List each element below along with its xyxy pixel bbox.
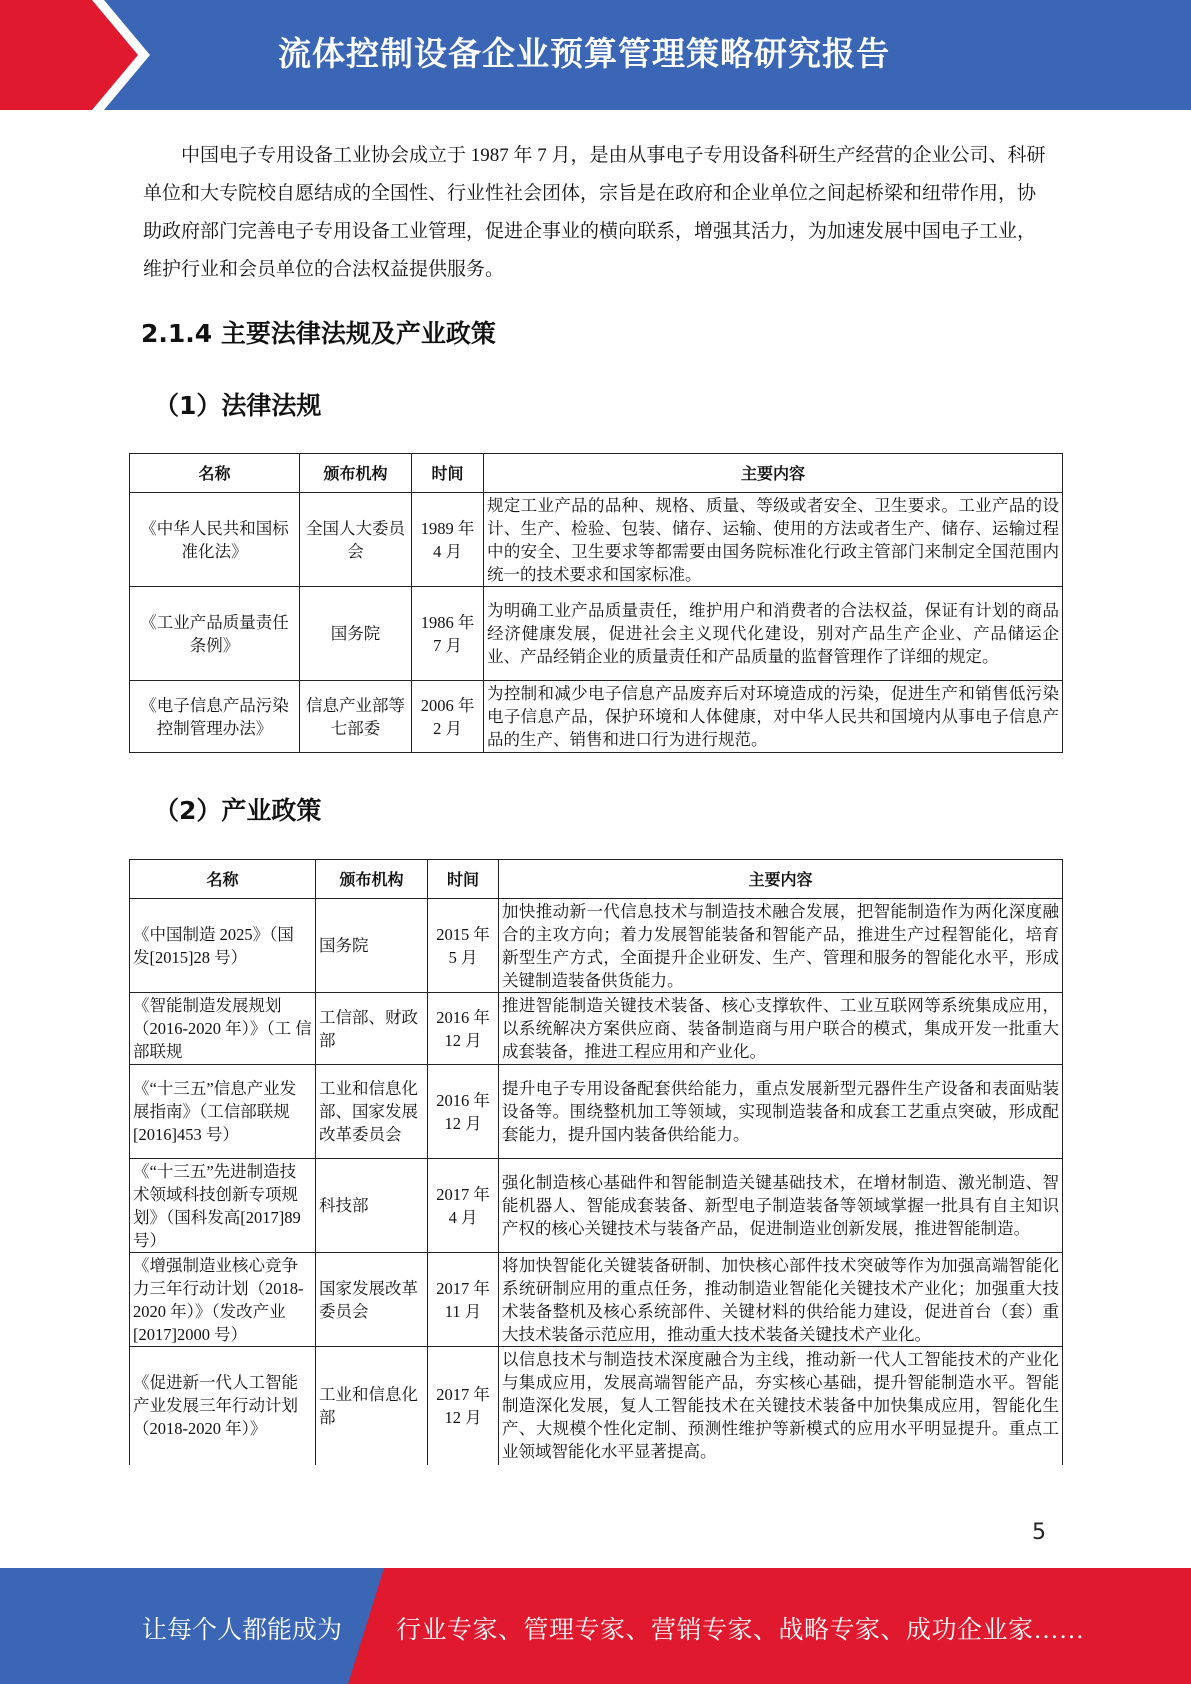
policy-date: 2016 年 12 月 — [428, 1065, 499, 1159]
policy-name: 《智能制造发展规划（2016-2020 年）》（工 信部联规 — [130, 993, 316, 1065]
policy-content: 以信息技术与制造技术深度融合为主线，推动新一代人工智能技术的产业化与集成应用，发展高端智能产品，夯实核心基础，提升智能制造水平。智能制造深化发展，复人工智能技术在关键技术装备中加快集成应用，智能化生产、大规模个性化定制、预测性维护等新模式的应用水平明显提升。重点工业领域智能化水平显著提高。 — [499, 1347, 1063, 1465]
column-header-name: 名称 — [130, 860, 316, 899]
laws-heading: （1）法律法规 — [154, 391, 322, 420]
policy-date: 2017 年 11 月 — [428, 1253, 499, 1347]
page-footer — [0, 1568, 1191, 1684]
column-header-org: 颁布机构 — [316, 860, 428, 899]
table-row — [130, 1159, 1063, 1253]
policy-org: 科技部 — [316, 1159, 428, 1253]
policy-name: 《“十三五”信息产业发展指南》（工信部联规[2016]453 号） — [130, 1065, 316, 1159]
policy-name: 《促进新一代人工智能产业发展三年行动计划（2018-2020 年）》 — [130, 1347, 316, 1465]
column-header-content: 主要内容 — [499, 860, 1063, 899]
law-date: 2006 年 2 月 — [412, 681, 484, 753]
policy-content: 将加快智能化关键装备研制、加快核心部件技术突破等作为加强高端智能化系统研制应用的重点任务，推动制造业智能化关键技术产业化；加强重大技术装备整机及核心系统部件、关键材料的供给能力建设，促进首台（套）重大技术装备示范应用，推动重大技术装备关键技术产业化。 — [499, 1253, 1063, 1347]
policy-content: 强化制造核心基础件和智能制造关键基础技术，在增材制造、激光制造、智能机器人、智能成套装备、新型电子制造装备等领域掌握一批具有自主知识产权的核心关键技术与装备产品，促进制造业创新发展，推进智能制造。 — [499, 1159, 1063, 1253]
law-content: 规定工业产品的品种、规格、质量、等级或者安全、卫生要求。工业产品的设计、生产、检验、包装、储存、运输、使用的方法或者生产、储存、运输过程中的安全、卫生要求等都需要由国务院标准化行政主管部门来制定全国范围内统一的技术要求和国家标准。 — [484, 493, 1063, 587]
table-row — [130, 993, 1063, 1065]
laws-table — [129, 453, 1063, 753]
section-heading: 2.1.4 主要法律法规及产业政策 — [141, 319, 496, 348]
policy-content: 提升电子专用设备配套供给能力，重点发展新型元器件生产设备和表面贴装设备等。围绕整机加工等领域，实现制造装备和成套工艺重点突破，形成配套能力，提升国内装备供给能力。 — [499, 1065, 1063, 1159]
footer-slogan-left: 让每个人都能成为 — [142, 1617, 343, 1644]
table-row — [130, 1253, 1063, 1347]
page-header — [0, 0, 1191, 110]
policy-org: 工业和信息化部、国家发展改革委员会 — [316, 1065, 428, 1159]
table-row — [130, 681, 1063, 753]
table-row — [130, 899, 1063, 993]
policy-name: 《“十三五”先进制造技术领域科技创新专项规划》（国科发高[2017]89 号） — [130, 1159, 316, 1253]
intro-paragraph: 中国电子专用设备工业协会成立于 1987 年 7 月，是由从事电子专用设备科研生产经营的企业公司、科研单位和大专院校自愿结成的全国性、行业性社会团体，宗旨是在政府和企业单位之间起桥梁和纽带作用，协助政府部门完善电子专用设备工业管理，促进企事业的横向联系，增强其活力，为加速发展中国电子工业，维护行业和会员单位的合法权益提供服务。 — [143, 145, 1046, 280]
column-header-content: 主要内容 — [484, 454, 1063, 493]
law-name: 《电子信息产品污染控制管理办法》 — [130, 681, 300, 753]
law-date: 1989 年 4 月 — [412, 493, 484, 587]
column-header-date: 时间 — [428, 860, 499, 899]
law-org: 信息产业部等七部委 — [300, 681, 412, 753]
report-title: 流体控制设备企业预算管理策略研究报告 — [278, 34, 890, 73]
policy-content: 加快推动新一代信息技术与制造技术融合发展，把智能制造作为两化深度融合的主攻方向；着力发展智能装备和智能产品，推进生产过程智能化，培育新型生产方式，全面提升企业研发、生产、管理和服务的智能化水平，形成关键制造装备供货能力。 — [499, 899, 1063, 993]
column-header-name: 名称 — [130, 454, 300, 493]
policy-date: 2015 年 5 月 — [428, 899, 499, 993]
column-header-org: 颁布机构 — [300, 454, 412, 493]
policy-content: 推进智能制造关键技术装备、核心支撑软件、工业互联网等系统集成应用，以系统解决方案供应商、装备制造商与用户联合的模式，集成开发一批重大成套装备，推进工程应用和产业化。 — [499, 993, 1063, 1065]
law-org: 全国人大委员会 — [300, 493, 412, 587]
table-row — [130, 1065, 1063, 1159]
law-name: 《中华人民共和国标准化法》 — [130, 493, 300, 587]
policy-date: 2017 年 4 月 — [428, 1159, 499, 1253]
law-date: 1986 年 7 月 — [412, 587, 484, 681]
policy-org: 工信部、财政部 — [316, 993, 428, 1065]
page-number: 5 — [1032, 1520, 1046, 1545]
law-content: 为明确工业产品质量责任，维护用户和消费者的合法权益，保证有计划的商品经济健康发展，促进社会主义现代化建设，别对产品生产企业、产品储运企业、产品经销企业的质量责任和产品质量的监督管理作了详细的规定。 — [484, 587, 1063, 681]
policy-name: 《增强制造业核心竞争力三年行动计划（2018-2020 年）》（发改产业[2017]2000 号） — [130, 1253, 316, 1347]
footer-slogan-right: 行业专家、管理专家、营销专家、战略专家、成功企业家…… — [396, 1617, 1085, 1644]
policy-date: 2016 年 12 月 — [428, 993, 499, 1065]
policies-heading: （2）产业政策 — [154, 796, 322, 825]
table-row — [130, 587, 1063, 681]
law-content: 为控制和减少电子信息产品废弃后对环境造成的污染，促进生产和销售低污染电子信息产品，保护环境和人体健康，对中华人民共和国境内从事电子信息产品的生产、销售和进口行为进行规范。 — [484, 681, 1063, 753]
policies-table — [129, 859, 1063, 1465]
table-header-row — [130, 860, 1063, 899]
policy-org: 国务院 — [316, 899, 428, 993]
policy-date: 2017 年 12 月 — [428, 1347, 499, 1465]
column-header-date: 时间 — [412, 454, 484, 493]
table-row — [130, 493, 1063, 587]
law-name: 《工业产品质量责任条例》 — [130, 587, 300, 681]
policy-org: 国家发展改革委员会 — [316, 1253, 428, 1347]
policy-name: 《中国制造 2025》（国 发[2015]28 号） — [130, 899, 316, 993]
law-org: 国务院 — [300, 587, 412, 681]
table-row — [130, 1347, 1063, 1465]
policy-org: 工业和信息化部 — [316, 1347, 428, 1465]
table-header-row — [130, 454, 1063, 493]
